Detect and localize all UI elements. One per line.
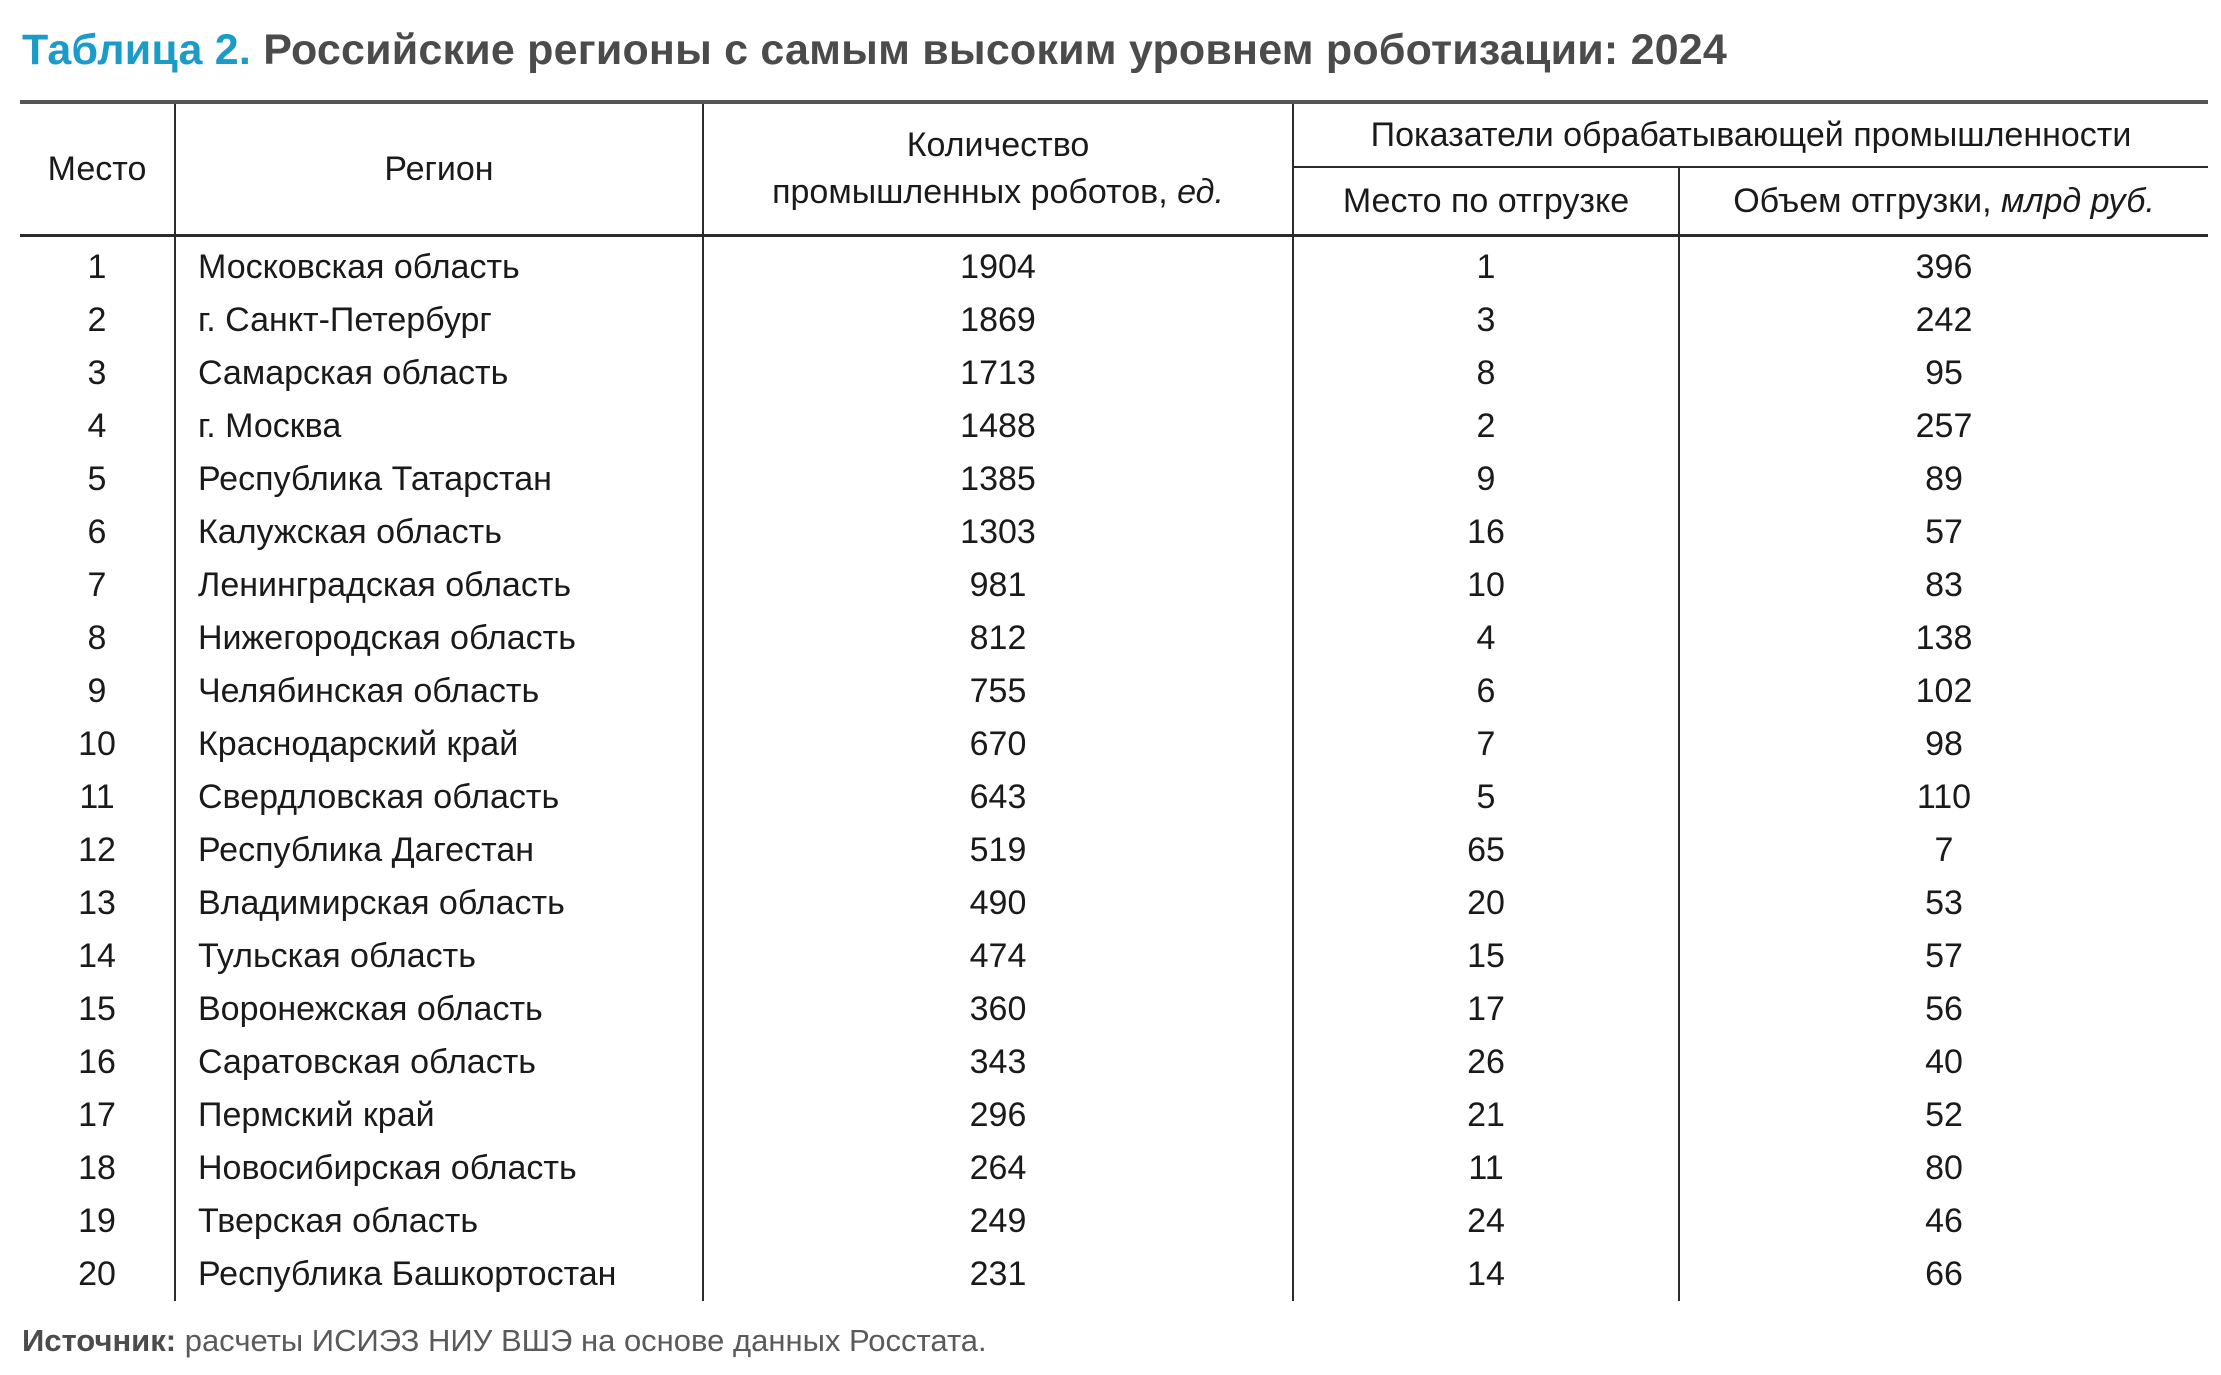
header-place-label: Место <box>47 149 147 188</box>
cell-place: 10 <box>20 718 175 771</box>
cell-robots: 1385 <box>703 453 1293 506</box>
cell-shipment-place: 3 <box>1293 294 1679 347</box>
table-row <box>20 1248 2208 1301</box>
cell-region: Челябинская область <box>175 665 703 718</box>
table-row <box>20 1142 2208 1195</box>
header-region-label: Регион <box>384 149 494 188</box>
cell-robots: 670 <box>703 718 1293 771</box>
table-row <box>20 559 2208 612</box>
table-row <box>20 400 2208 453</box>
cell-region: Ленинградская область <box>175 559 703 612</box>
cell-region: Республика Дагестан <box>175 824 703 877</box>
table-row <box>20 930 2208 983</box>
table-row <box>20 665 2208 718</box>
cell-place: 9 <box>20 665 175 718</box>
header-shipment-place-label: Место по отгрузке <box>1342 181 1630 220</box>
cell-shipment-place: 16 <box>1293 506 1679 559</box>
cell-region: Нижегородская область <box>175 612 703 665</box>
cell-shipment-place: 20 <box>1293 877 1679 930</box>
table-row <box>20 983 2208 1036</box>
table-row <box>20 506 2208 559</box>
cell-robots: 1904 <box>703 236 1293 295</box>
cell-place: 11 <box>20 771 175 824</box>
cell-robots: 249 <box>703 1195 1293 1248</box>
cell-robots: 519 <box>703 824 1293 877</box>
cell-robots: 1869 <box>703 294 1293 347</box>
cell-place: 6 <box>20 506 175 559</box>
table-row <box>20 453 2208 506</box>
source-note <box>22 1323 987 1359</box>
cell-shipment-place: 24 <box>1293 1195 1679 1248</box>
cell-place: 18 <box>20 1142 175 1195</box>
cell-region: Саратовская область <box>175 1036 703 1089</box>
cell-place: 13 <box>20 877 175 930</box>
cell-region: Республика Татарстан <box>175 453 703 506</box>
header-manufacturing-group-label: Показатели обрабатывающей промышленности <box>1370 115 2132 154</box>
cell-shipment-volume: 242 <box>1915 301 1973 339</box>
cell-shipment-place: 7 <box>1293 718 1679 771</box>
cell-place: 15 <box>20 983 175 1036</box>
cell-shipment-volume: 56 <box>1925 990 1963 1028</box>
cell-shipment-volume: 257 <box>1915 407 1973 445</box>
table-title-text: Российские регионы с самым высоким уровнем роботизации: 2024 <box>263 26 1728 74</box>
cell-place: 4 <box>20 400 175 453</box>
table-row <box>20 347 2208 400</box>
cell-region: Краснодарский край <box>175 718 703 771</box>
regions-table <box>20 104 2208 1301</box>
header-shipment-place <box>1293 167 1679 236</box>
table-title-label: Таблица 2. <box>22 26 252 74</box>
cell-robots: 490 <box>703 877 1293 930</box>
cell-robots: 264 <box>703 1142 1293 1195</box>
source-text: расчеты ИСИЭЗ НИУ ВШЭ на основе данных Росстата. <box>184 1323 987 1358</box>
cell-place: 19 <box>20 1195 175 1248</box>
cell-shipment-volume: 396 <box>1915 248 1973 286</box>
cell-place: 1 <box>20 236 175 295</box>
header-robots-line1: Количество <box>906 126 1090 165</box>
cell-shipment-volume: 110 <box>1916 778 1972 816</box>
cell-shipment-place: 10 <box>1293 559 1679 612</box>
cell-shipment-volume: 52 <box>1925 1096 1963 1134</box>
cell-place: 8 <box>20 612 175 665</box>
table-body <box>20 236 2208 1302</box>
table-row <box>20 236 2208 295</box>
cell-robots: 755 <box>703 665 1293 718</box>
cell-shipment-volume: 138 <box>1915 619 1973 657</box>
cell-robots: 296 <box>703 1089 1293 1142</box>
cell-shipment-volume: 80 <box>1925 1149 1963 1187</box>
cell-place: 2 <box>20 294 175 347</box>
header-robots-unit: ед. <box>1177 173 1224 211</box>
cell-place: 16 <box>20 1036 175 1089</box>
cell-shipment-volume: 89 <box>1925 460 1963 498</box>
cell-region: Московская область <box>175 236 703 295</box>
cell-shipment-place: 8 <box>1293 347 1679 400</box>
cell-region: г. Москва <box>175 400 703 453</box>
cell-place: 5 <box>20 453 175 506</box>
cell-place: 14 <box>20 930 175 983</box>
cell-region: Республика Башкортостан <box>175 1248 703 1301</box>
table-row <box>20 294 2208 347</box>
header-shipment-volume <box>1679 167 2208 236</box>
cell-robots: 1713 <box>703 347 1293 400</box>
cell-shipment-place: 5 <box>1293 771 1679 824</box>
table-header <box>20 104 2208 236</box>
header-place <box>20 104 175 236</box>
cell-robots: 1303 <box>703 506 1293 559</box>
cell-robots: 643 <box>703 771 1293 824</box>
cell-region: Воронежская область <box>175 983 703 1036</box>
cell-shipment-volume: 40 <box>1925 1043 1963 1081</box>
cell-shipment-volume: 7 <box>1934 831 1954 869</box>
cell-shipment-place: 6 <box>1293 665 1679 718</box>
header-shipment-volume-label: Объем отгрузки, <box>1733 181 1992 220</box>
cell-region: Калужская область <box>175 506 703 559</box>
cell-robots: 231 <box>703 1248 1293 1301</box>
cell-region: Свердловская область <box>175 771 703 824</box>
cell-shipment-place: 2 <box>1293 400 1679 453</box>
cell-place: 3 <box>20 347 175 400</box>
cell-shipment-volume: 98 <box>1925 725 1963 763</box>
cell-shipment-place: 26 <box>1293 1036 1679 1089</box>
header-shipment-volume-unit: млрд руб. <box>2001 181 2155 220</box>
cell-shipment-place: 17 <box>1293 983 1679 1036</box>
cell-shipment-place: 11 <box>1293 1142 1679 1195</box>
source-label: Источник: <box>22 1323 177 1358</box>
cell-shipment-place: 1 <box>1293 236 1679 295</box>
table-title <box>22 26 1727 75</box>
cell-place: 17 <box>20 1089 175 1142</box>
table-row <box>20 877 2208 930</box>
cell-shipment-volume: 57 <box>1925 513 1963 551</box>
cell-region: Тверская область <box>175 1195 703 1248</box>
cell-shipment-volume: 102 <box>1915 672 1973 710</box>
cell-robots: 1488 <box>703 400 1293 453</box>
cell-robots: 360 <box>703 983 1293 1036</box>
cell-shipment-place: 9 <box>1293 453 1679 506</box>
cell-shipment-place: 15 <box>1293 930 1679 983</box>
cell-shipment-place: 21 <box>1293 1089 1679 1142</box>
table-row <box>20 1195 2208 1248</box>
cell-robots: 812 <box>703 612 1293 665</box>
header-manufacturing-group <box>1293 104 2208 167</box>
cell-place: 20 <box>20 1248 175 1301</box>
cell-place: 7 <box>20 559 175 612</box>
header-robots <box>703 104 1293 236</box>
cell-region: Новосибирская область <box>175 1142 703 1195</box>
table-row <box>20 612 2208 665</box>
table-row <box>20 1089 2208 1142</box>
table-row <box>20 824 2208 877</box>
cell-robots: 474 <box>703 930 1293 983</box>
cell-shipment-volume: 83 <box>1925 566 1963 604</box>
cell-region: Пермский край <box>175 1089 703 1142</box>
table-row <box>20 1036 2208 1089</box>
cell-shipment-place: 65 <box>1293 824 1679 877</box>
cell-region: Самарская область <box>175 347 703 400</box>
cell-region: г. Санкт-Петербург <box>175 294 703 347</box>
cell-shipment-volume: 46 <box>1925 1202 1963 1240</box>
cell-shipment-volume: 57 <box>1925 937 1963 975</box>
header-region <box>175 104 703 236</box>
cell-shipment-volume: 95 <box>1925 354 1963 392</box>
cell-region: Тульская область <box>175 930 703 983</box>
cell-region: Владимирская область <box>175 877 703 930</box>
cell-shipment-place: 4 <box>1293 612 1679 665</box>
cell-robots: 981 <box>703 559 1293 612</box>
cell-place: 12 <box>20 824 175 877</box>
table-row <box>20 718 2208 771</box>
cell-shipment-place: 14 <box>1293 1248 1679 1301</box>
cell-shipment-volume: 66 <box>1925 1255 1963 1293</box>
table-row <box>20 771 2208 824</box>
cell-robots: 343 <box>703 1036 1293 1089</box>
cell-shipment-volume: 53 <box>1925 884 1963 922</box>
header-robots-line2: промышленных роботов, <box>772 173 1168 211</box>
